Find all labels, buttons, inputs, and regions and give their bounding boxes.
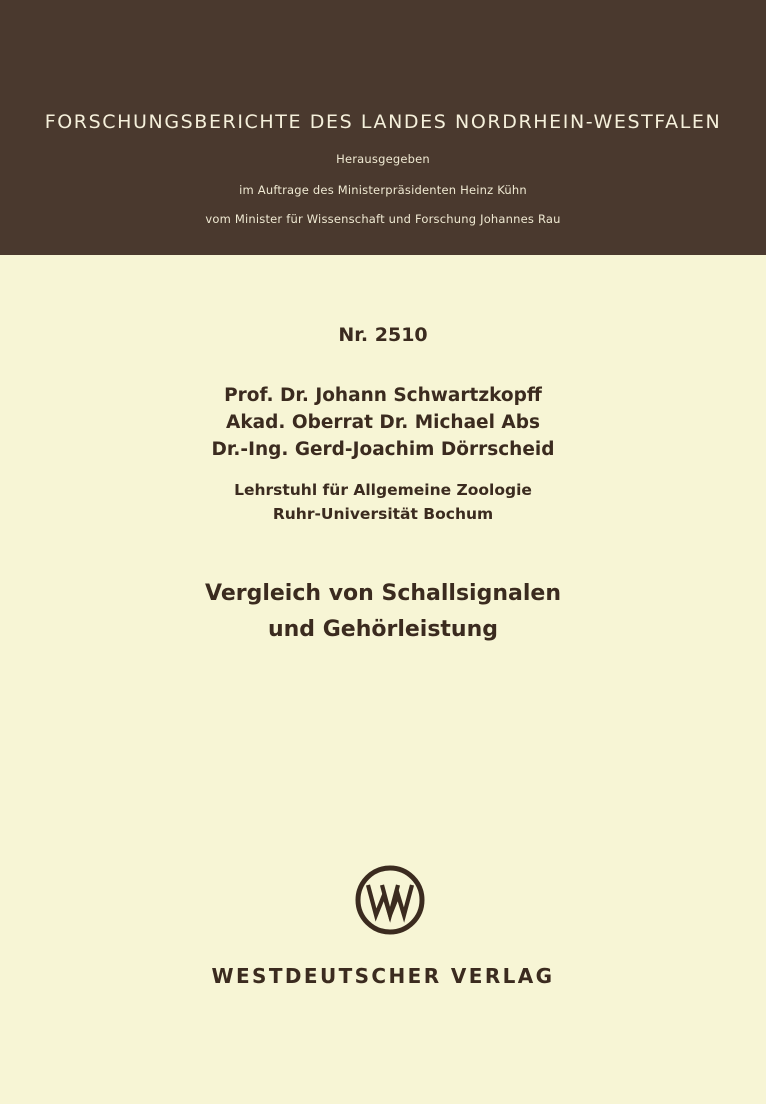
- series-title: FORSCHUNGSBERICHTE DES LANDES NORDRHEIN-WESTFALEN: [44, 111, 722, 133]
- institution-line-1: Lehrstuhl für Allgemeine Zoologie: [234, 481, 532, 499]
- header-band: [0, 0, 766, 255]
- editor-line-1: Herausgegeben: [336, 152, 430, 166]
- author-3: Dr.-Ing. Gerd-Joachim Dörrscheid: [211, 439, 555, 460]
- publisher-name: WESTDEUTSCHER VERLAG: [211, 964, 555, 988]
- book-title-line-2: und Gehörleistung: [267, 617, 499, 642]
- editor-line-2: im Auftrage des Ministerpräsidenten Heinz Kühn: [239, 183, 527, 197]
- report-number: Nr. 2510: [338, 324, 428, 346]
- publisher-logo-icon: [355, 865, 425, 935]
- editor-line-3: vom Minister für Wissenschaft und Forschung Johannes Rau: [205, 212, 561, 226]
- book-title-line-1: Vergleich von Schallsignalen: [205, 581, 561, 606]
- author-2: Akad. Oberrat Dr. Michael Abs: [226, 412, 540, 433]
- author-1: Prof. Dr. Johann Schwartzkopff: [224, 385, 542, 406]
- institution-line-2: Ruhr-Universität Bochum: [272, 505, 494, 523]
